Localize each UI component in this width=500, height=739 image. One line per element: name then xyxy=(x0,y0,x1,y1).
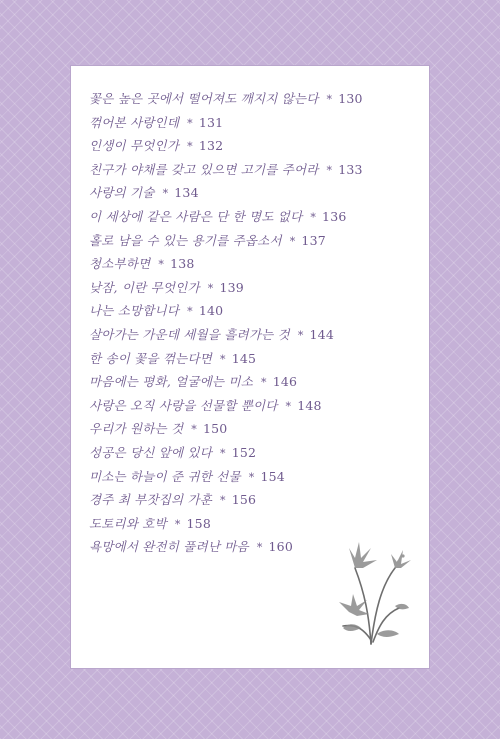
toc-separator: * xyxy=(326,93,333,106)
toc-entry xyxy=(89,394,419,418)
toc-entry xyxy=(89,299,419,323)
toc-separator: * xyxy=(187,116,193,130)
toc-separator: * xyxy=(297,328,304,342)
toc-page-number: 156 xyxy=(231,492,257,508)
toc-separator: * xyxy=(174,517,181,531)
toc-page-number: 138 xyxy=(170,256,195,272)
toc-separator: * xyxy=(187,140,193,154)
toc-entry-title: 우리가 원하는 것 xyxy=(89,421,184,437)
toc-entry-title: 미소는 하늘이 준 귀한 선물 xyxy=(89,468,241,484)
toc-entry-title: 성공은 당신 앞에 있다 xyxy=(89,444,212,460)
toc-entry xyxy=(89,370,419,394)
toc-entry xyxy=(89,465,419,489)
toc-entry xyxy=(89,158,419,182)
toc-entry xyxy=(89,134,419,158)
toc-page-number: 144 xyxy=(309,326,334,342)
toc-entry-title: 나는 소망합니다 xyxy=(89,303,180,319)
toc-page-number: 139 xyxy=(219,279,244,295)
toc-separator: * xyxy=(207,281,214,295)
toc-entry-title: 홀로 남을 수 있는 용기를 주옵소서 xyxy=(89,232,282,248)
toc-page-number: 130 xyxy=(338,91,363,106)
toc-page-number: 133 xyxy=(338,161,363,177)
toc-page-number: 152 xyxy=(231,444,257,460)
toc-entry-title: 한 송이 꽃을 꺾는다면 xyxy=(89,350,212,366)
toc-entry xyxy=(89,323,419,347)
toc-separator: * xyxy=(220,494,226,508)
toc-page-number: 140 xyxy=(198,303,224,319)
toc-entry-title: 꺾어본 사랑인데 xyxy=(89,114,180,130)
toc-entry-title: 도토리와 호박 xyxy=(89,515,167,531)
flower-illustration-icon xyxy=(325,516,417,646)
toc-entry xyxy=(89,87,419,111)
toc-entry xyxy=(89,441,419,465)
toc-entry xyxy=(89,488,419,512)
toc-separator: * xyxy=(248,470,255,484)
toc-separator: * xyxy=(162,187,169,201)
toc-page-number: 145 xyxy=(231,350,257,366)
toc-entry xyxy=(89,417,419,441)
toc-page-number: 148 xyxy=(297,397,322,413)
toc-entry-title: 사랑은 오직 사랑을 선물할 뿐이다 xyxy=(89,397,278,413)
toc-page-number: 160 xyxy=(268,539,293,555)
toc-entry-title: 욕망에서 완전히 풀려난 마음 xyxy=(89,539,249,555)
toc-separator: * xyxy=(191,423,197,437)
toc-entry xyxy=(89,347,419,371)
toc-entry-title: 청소부하면 xyxy=(89,256,151,272)
toc-entry xyxy=(89,229,419,253)
toc-page-number: 158 xyxy=(186,515,211,531)
toc-page-number: 132 xyxy=(198,138,224,154)
toc-entry-title: 인생이 무엇인가 xyxy=(89,138,180,154)
toc-entry-title: 사랑의 기술 xyxy=(89,185,155,201)
toc-entry xyxy=(89,252,419,276)
table-of-contents xyxy=(89,87,419,559)
toc-entry-title: 마음에는 평화, 얼굴에는 미소 xyxy=(89,374,253,390)
toc-separator: * xyxy=(289,234,296,248)
toc-separator: * xyxy=(261,376,267,390)
toc-separator: * xyxy=(158,258,165,272)
toc-entry-title: 친구가 야채를 갖고 있으면 고기를 주어라 xyxy=(89,161,319,177)
toc-page-number: 154 xyxy=(260,468,285,484)
toc-entry xyxy=(89,276,419,300)
content-page xyxy=(71,66,429,668)
toc-separator: * xyxy=(220,446,226,460)
toc-entry-title: 낮잠, 이란 무엇인가 xyxy=(89,279,200,295)
toc-separator: * xyxy=(310,210,317,224)
toc-page-number: 134 xyxy=(174,185,199,201)
toc-entry-title: 살아가는 가운데 세월을 흘려가는 것 xyxy=(89,326,290,342)
toc-separator: * xyxy=(285,399,292,413)
toc-page-number: 137 xyxy=(301,232,326,248)
toc-separator: * xyxy=(187,305,193,319)
toc-separator: * xyxy=(220,352,226,366)
toc-page-number: 136 xyxy=(322,208,347,224)
toc-entry-title: 이 세상에 같은 사람은 단 한 명도 없다 xyxy=(89,208,303,224)
toc-page-number: 146 xyxy=(272,374,298,390)
toc-entry xyxy=(89,181,419,205)
toc-separator: * xyxy=(256,541,263,555)
toc-page-number: 150 xyxy=(202,421,228,437)
toc-entry xyxy=(89,111,419,135)
toc-entry xyxy=(89,205,419,229)
toc-entry-title: 경주 최 부잣집의 가훈 xyxy=(89,492,212,508)
toc-separator: * xyxy=(326,163,333,177)
toc-page-number: 131 xyxy=(198,114,224,130)
toc-entry-title: 꽃은 높은 곳에서 떨어져도 깨지지 않는다 xyxy=(89,91,319,106)
